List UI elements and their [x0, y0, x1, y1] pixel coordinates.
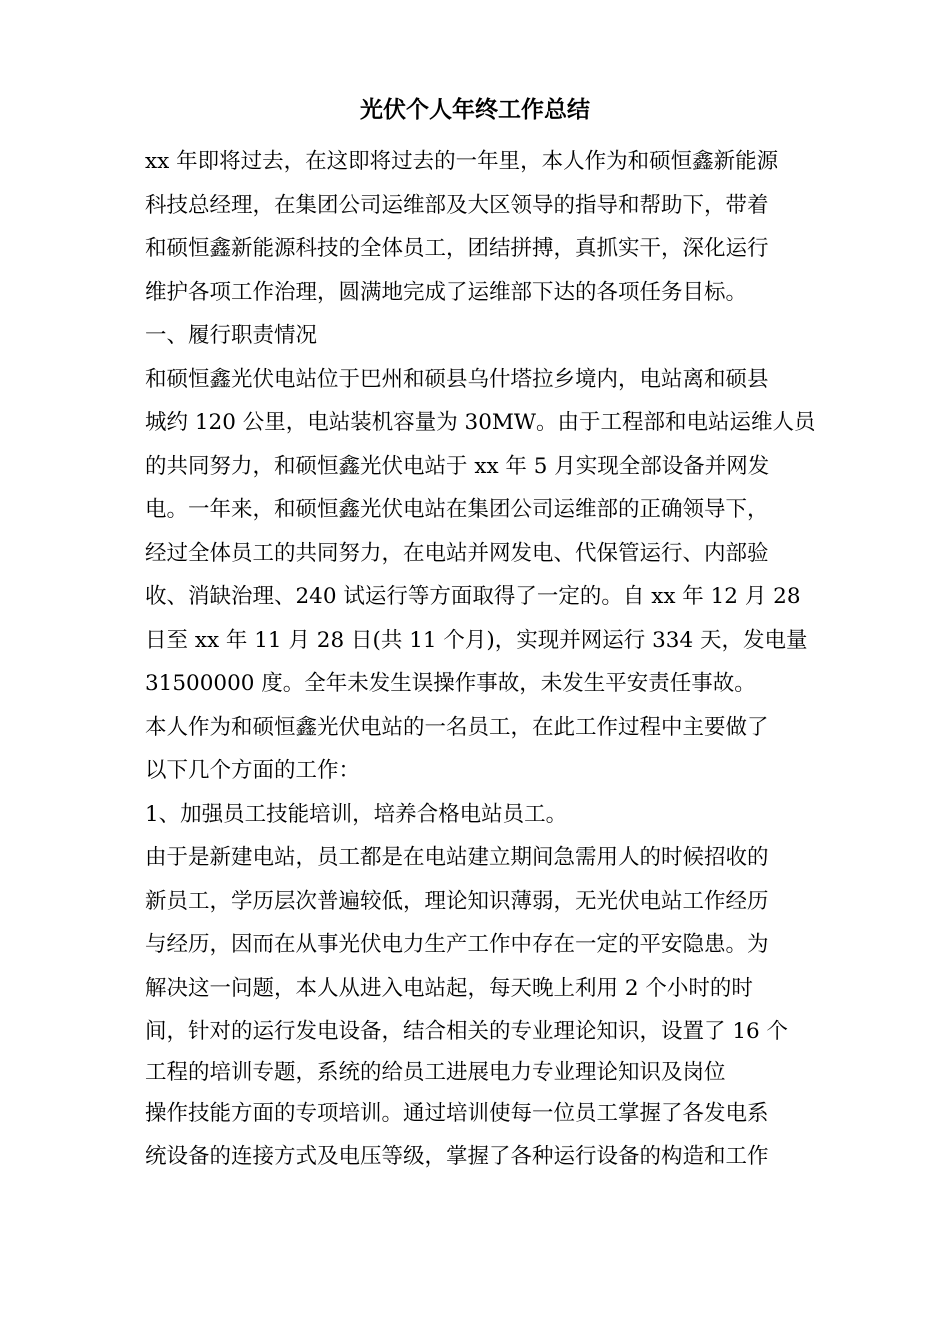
- text-line: 工程的培训专题，系统的给员工进展电力专业理论知识及岗位: [145, 1059, 726, 1085]
- text-line: 科技总经理，在集团公司运维部及大区领导的指导和帮助下，带着: [145, 192, 769, 218]
- text-line: 收、消缺治理、240 试运行等方面取得了一定的。自 xx 年 12 月 28: [145, 584, 801, 609]
- text-line: 本人作为和硕恒鑫光伏电站的一名员工，在此工作过程中主要做了: [145, 714, 769, 740]
- section-heading: 一、履行职责情况: [145, 323, 318, 348]
- text-line: 的共同努力，和硕恒鑫光伏电站于 xx 年 5 月实现全部设备并网发: [145, 453, 770, 479]
- text-line: xx 年即将过去，在这即将过去的一年里，本人作为和硕恒鑫新能源: [145, 149, 779, 174]
- text-line: 以下几个方面的工作：: [145, 758, 361, 783]
- list-heading: 1、加强员工技能培训，培养合格电站员工。: [145, 801, 568, 827]
- document-title: 光伏个人年终工作总结: [360, 97, 590, 123]
- document-body: [145, 140, 815, 1179]
- text-line: 由于是新建电站，员工都是在电站建立期间急需用人的时候招收的: [145, 845, 769, 870]
- text-line: 和硕恒鑫新能源科技的全体员工，团结拼搏，真抓实干，深化运行: [145, 236, 769, 261]
- text-line: 解决这一问题，本人从进入电站起，每天晚上利用 2 个小时的时: [145, 975, 753, 1001]
- text-line: 和硕恒鑫光伏电站位于巴州和硕县乌什塔拉乡境内，电站离和硕县: [145, 366, 769, 392]
- text-line: 统设备的连接方式及电压等级，掌握了各种运行设备的构造和工作: [145, 1144, 769, 1169]
- text-line: 操作技能方面的专项培训。通过培训使每一位员工掌握了各发电系: [145, 1100, 769, 1126]
- text-line: 31500000 度。全年未发生误操作事故，未发生平安责任事故。: [145, 671, 756, 696]
- text-line: 电。一年来，和硕恒鑫光伏电站在集团公司运维部的正确领导下，: [145, 497, 769, 522]
- text-line: 经过全体员工的共同努力，在电站并网发电、代保管运行、内部验: [145, 540, 769, 566]
- text-line: 新员工，学历层次普遍较低，理论知识薄弱，无光伏电站工作经历: [145, 888, 769, 914]
- text-line: 间，针对的运行发电设备，结合相关的专业理论知识，设置了 16 个: [145, 1019, 789, 1044]
- text-line: 维护各项工作治理，圆满地完成了运维部下达的各项任务目标。: [145, 279, 748, 305]
- text-line: 日至 xx 年 11 月 28 日(共 11 个月)，实现并网运行 334 天，发电量: [145, 627, 808, 653]
- text-line: 与经历，因而在从事光伏电力生产工作中存在一定的平安隐患。为: [145, 932, 769, 957]
- text-line: 城约 120 公里，电站装机容量为 30MW。由于工程部和电站运维人员: [145, 410, 816, 435]
